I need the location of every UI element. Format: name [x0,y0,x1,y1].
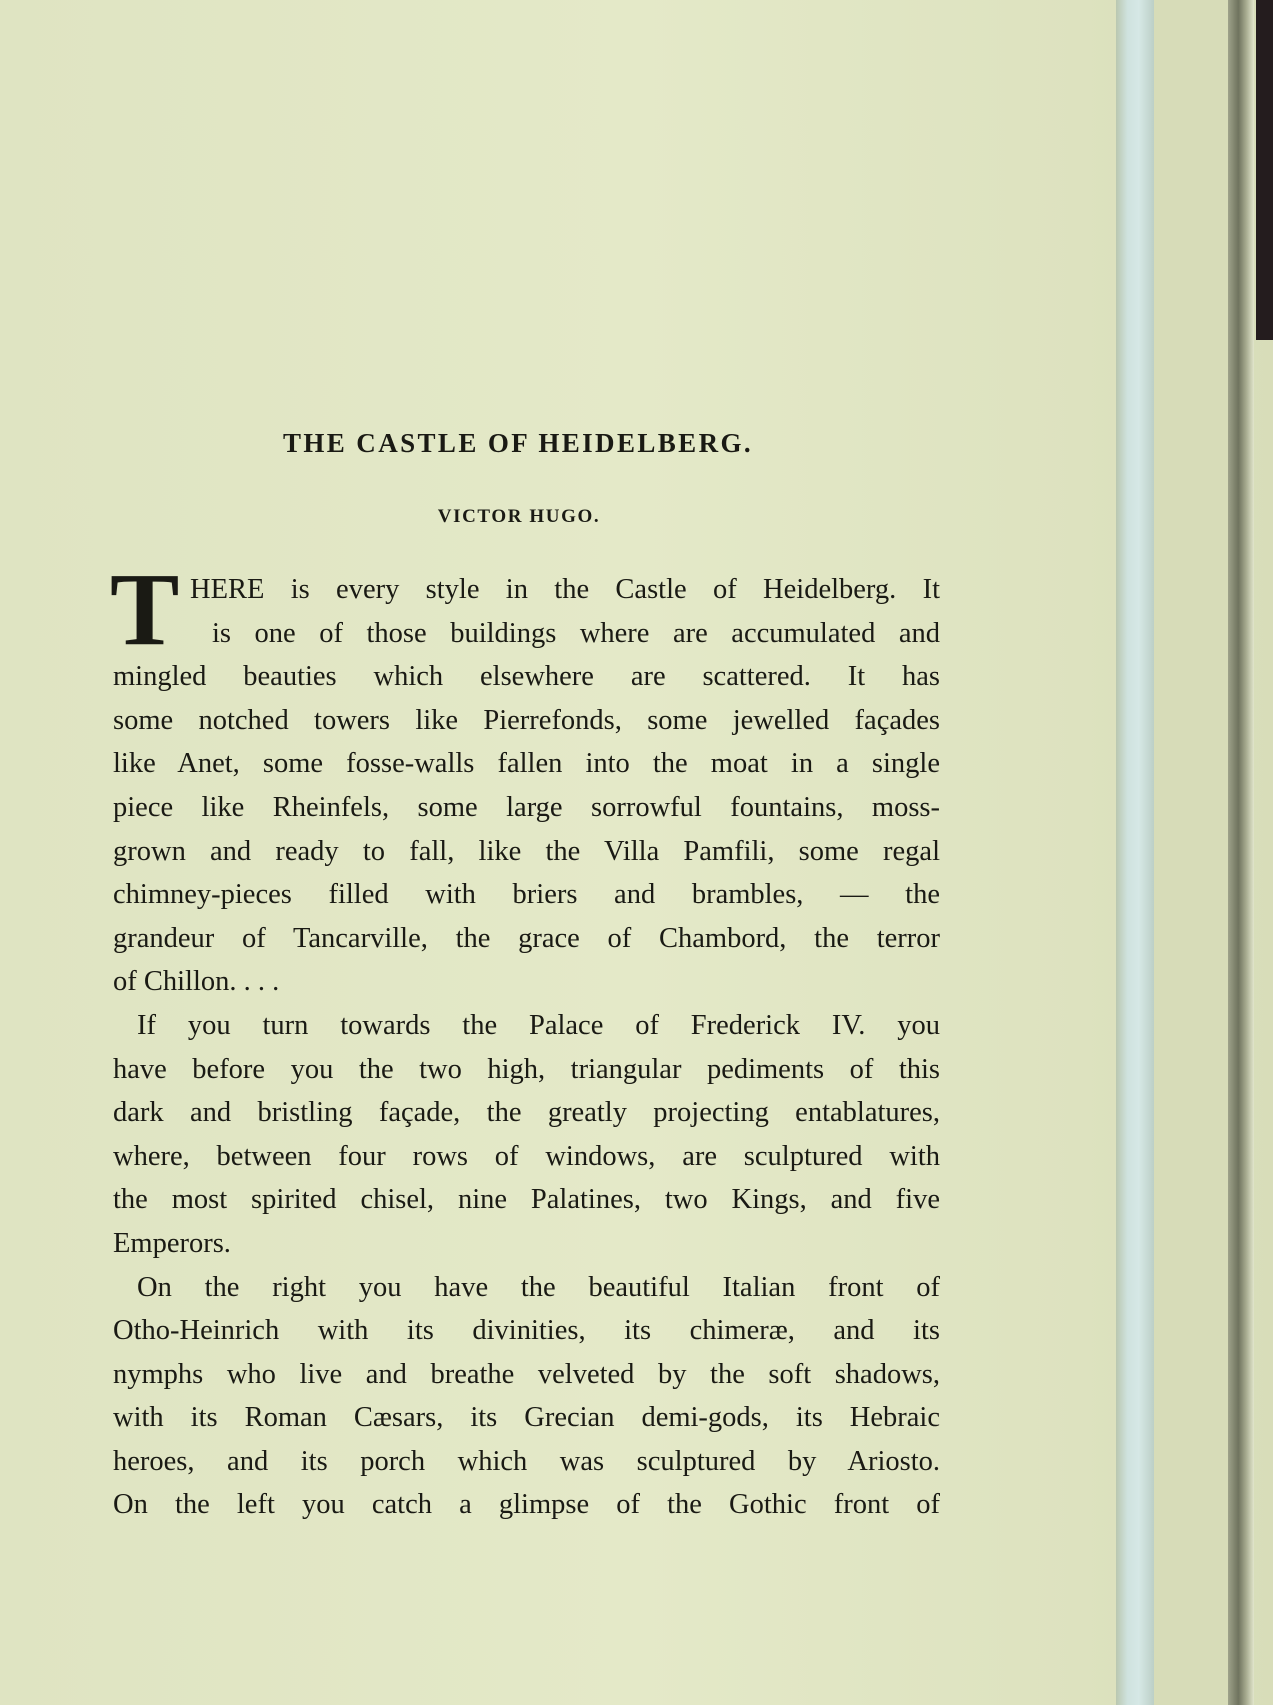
text-line: some notched towers like Pierrefonds, some jewelled façades [113,704,940,736]
text-line: On the left you catch a glimpse of the Gothic front of [113,1489,940,1521]
text-line: mingled beauties which elsewhere are scattered. It has [113,661,940,693]
text-line: the most spirited chisel, nine Palatines, two Kings, and five [113,1184,940,1216]
text-line: nymphs who live and breathe velveted by the soft shadows, [113,1358,940,1390]
page-edge [1154,0,1228,1705]
drop-cap: T [110,552,180,667]
text-line: Emperors. [113,1227,231,1259]
text-line: with its Roman Cæsars, its Grecian demi-gods, its Hebraic [113,1402,940,1434]
text-line: grandeur of Tancarville, the grace of Chambord, the terror [113,922,940,954]
text-line: Otho-Heinrich with its divinities, its chimeræ, and its [113,1315,940,1347]
background-shadow [1256,0,1273,340]
text-line: heroes, and its porch which was sculptured by Ariosto. [113,1445,940,1477]
text-line: dark and bristling façade, the greatly projecting entablatures, [113,1097,940,1129]
text-line: HERE is every style in the Castle of Heidelberg. It [190,574,940,605]
text-line: piece like Rheinfels, some large sorrowful fountains, moss- [113,791,940,823]
text-line: of Chillon. . . . [113,966,280,998]
book-cover-edge [1228,0,1254,1705]
text-line: On the right you have the beautiful Italian front of [137,1271,940,1303]
chapter-title: THE CASTLE OF HEIDELBERG. [282,428,754,458]
body-text [113,568,940,1527]
author-name: VICTOR HUGO. [437,506,601,527]
text-line: chimney-pieces filled with briers and brambles, — the [113,879,940,911]
text-line: where, between four rows of windows, are sculptured with [113,1140,940,1172]
book-spine-edge [1116,0,1154,1705]
text-line: is one of those buildings where are accumulated and [212,617,940,649]
text-line: like Anet, some fosse-walls fallen into the moat in a single [113,748,940,780]
text-line: have before you the two high, triangular pediments of this [113,1053,940,1085]
text-line: If you turn towards the Palace of Frederick IV. you [137,1009,940,1041]
text-line: grown and ready to fall, like the Villa Pamfili, some regal [113,835,940,867]
